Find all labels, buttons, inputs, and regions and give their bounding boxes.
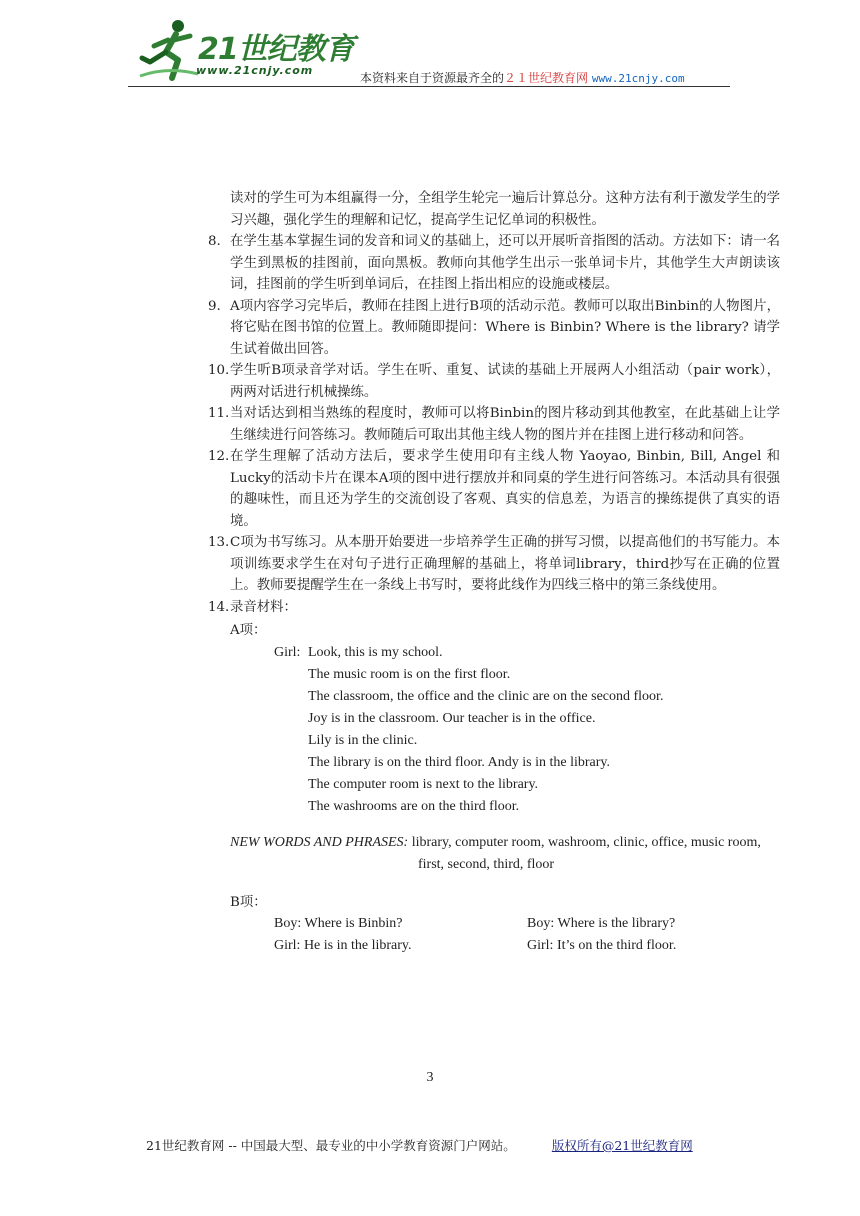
- item-number: 9.: [208, 298, 221, 314]
- dialog-line: Boy: Where is Binbin?: [274, 916, 403, 931]
- dialog-a: [274, 642, 780, 818]
- logo-text: 21世纪教育: [198, 32, 354, 67]
- speaker-label: Girl:: [274, 644, 301, 660]
- list-item: [208, 296, 780, 361]
- new-words-block: [230, 832, 780, 876]
- item-number: 10.: [208, 363, 230, 378]
- source-note: [360, 69, 685, 86]
- item-number: 13.: [208, 535, 230, 550]
- running-figure-icon: [138, 18, 200, 84]
- item-number: 12.: [208, 449, 230, 464]
- list-item: [208, 446, 780, 532]
- dialog-line: Girl: It’s on the third floor.: [527, 938, 677, 953]
- logo-url: www.21cnjy.com: [196, 64, 314, 77]
- source-site-link[interactable]: ２１世纪教育网: [504, 71, 589, 85]
- footer-text: 21世纪教育网 -- 中国最大型、最专业的中小学教育资源门户网站。: [146, 1138, 516, 1153]
- item-text: A项内容学习完毕后，教师在挂图上进行B项的活动示范。教师可以取出Binbin的人物图片，将它贴在图书馆的位置上。教师随即提问：Where is Binbin? Where is the library? 请学生试着做出回答。: [230, 298, 780, 357]
- page-header: [0, 0, 860, 100]
- page-footer: [146, 1136, 693, 1154]
- dialog-line: The music room is on the first floor.: [308, 666, 511, 682]
- header-divider: [128, 86, 730, 87]
- new-words-line1: library, computer room, washroom, clinic, office, music room,: [411, 834, 761, 850]
- page-number: 3: [426, 1070, 434, 1085]
- dialog-line: The computer room is next to the library.: [308, 776, 539, 792]
- item-text: 当对话达到相当熟练的程度时，教师可以将Binbin的图片移动到其他教室，在此基础上让学生继续进行问答练习。教师随后可取出其他主线人物的图片并在挂图上进行移动和问答。: [230, 406, 780, 443]
- item-text: 学生听B项录音学对话。学生在听、重复、试读的基础上开展两人小组活动（pair work），两两对话进行机械操练。: [230, 363, 780, 400]
- site-logo[interactable]: [138, 18, 368, 84]
- list-item: [208, 360, 780, 403]
- dialog-line: The library is on the third floor. Andy is in the library.: [308, 754, 610, 770]
- section-b: [208, 892, 780, 958]
- source-prefix: 本资料来自于资源最齐全的: [360, 71, 505, 85]
- item-text: 在学生理解了活动方法后，要求学生使用印有主线人物 Yaoyao, Binbin, Bill, Angel 和 Lucky的活动卡片在课本A项的图中进行摆放并和同桌的学生进行问答练习。本活动具有很强的趣味性，而且还为学生的交流创设了客观、真实的信息差，为语言的操练提供了真实的语境。: [230, 449, 780, 529]
- dialog-line: Lily is in the clinic.: [308, 732, 418, 748]
- source-url-link[interactable]: www.21cnjy.com: [591, 72, 685, 85]
- copyright-link[interactable]: 版权所有@21世纪教育网: [551, 1138, 693, 1153]
- section-b-label: B项：: [230, 894, 267, 910]
- dialog-text: Look, this is my school.: [308, 644, 443, 660]
- dialog-line: Girl: He is in the library.: [274, 938, 412, 953]
- item-number: 11.: [208, 406, 230, 421]
- dialog-line: Boy: Where is the library?: [527, 916, 676, 931]
- new-words-line2: first, second, third, floor: [418, 856, 555, 872]
- intro-paragraph: 读对的学生可为本组赢得一分，全组学生轮完一遍后计算总分。这种方法有利于激发学生的学习兴趣，强化学生的理解和记忆，提高学生记忆单词的积极性。: [230, 191, 780, 228]
- item-number: 8.: [208, 234, 221, 249]
- item-number: 14.: [208, 599, 230, 615]
- item-text: C项为书写练习。从本册开始要进一步培养学生正确的拼写习惯，以提高他们的书写能力。本项训练要求学生在对句子进行正确理解的基础上，将单词library，third抄写在正确的位置上。教师要提醒学生在一条线上书写时，要将此线作为四线三格中的第三条线使用。: [230, 535, 780, 593]
- list-item: [208, 532, 780, 597]
- dialog-b-left: [274, 913, 527, 957]
- dialog-line: The classroom, the office and the clinic are on the second floor.: [308, 688, 664, 704]
- dialog-line: The washrooms are on the third floor.: [308, 798, 520, 814]
- list-item: [208, 231, 780, 296]
- new-words-label: NEW WORDS AND PHRASES:: [230, 834, 409, 850]
- dialog-b: [274, 913, 780, 957]
- item-text: 录音材料：: [230, 599, 297, 615]
- dialog-b-right: [527, 913, 780, 957]
- dialog-line: Joy is in the classroom. Our teacher is in the office.: [308, 710, 596, 726]
- document-body: [208, 188, 780, 957]
- dialog-line: [274, 642, 780, 664]
- section-a-label: A项：: [230, 623, 267, 638]
- list-item: [208, 597, 780, 619]
- list-item: [208, 403, 780, 446]
- item-text: 在学生基本掌握生词的发音和词义的基础上，还可以开展听音指图的活动。方法如下：请一名学生到黑板的挂图前，面向黑板。教师向其他学生出示一张单词卡片，其他学生大声朗读该词，挂图前的学生听到单词后，在挂图上指出相应的设施或楼层。: [230, 234, 780, 292]
